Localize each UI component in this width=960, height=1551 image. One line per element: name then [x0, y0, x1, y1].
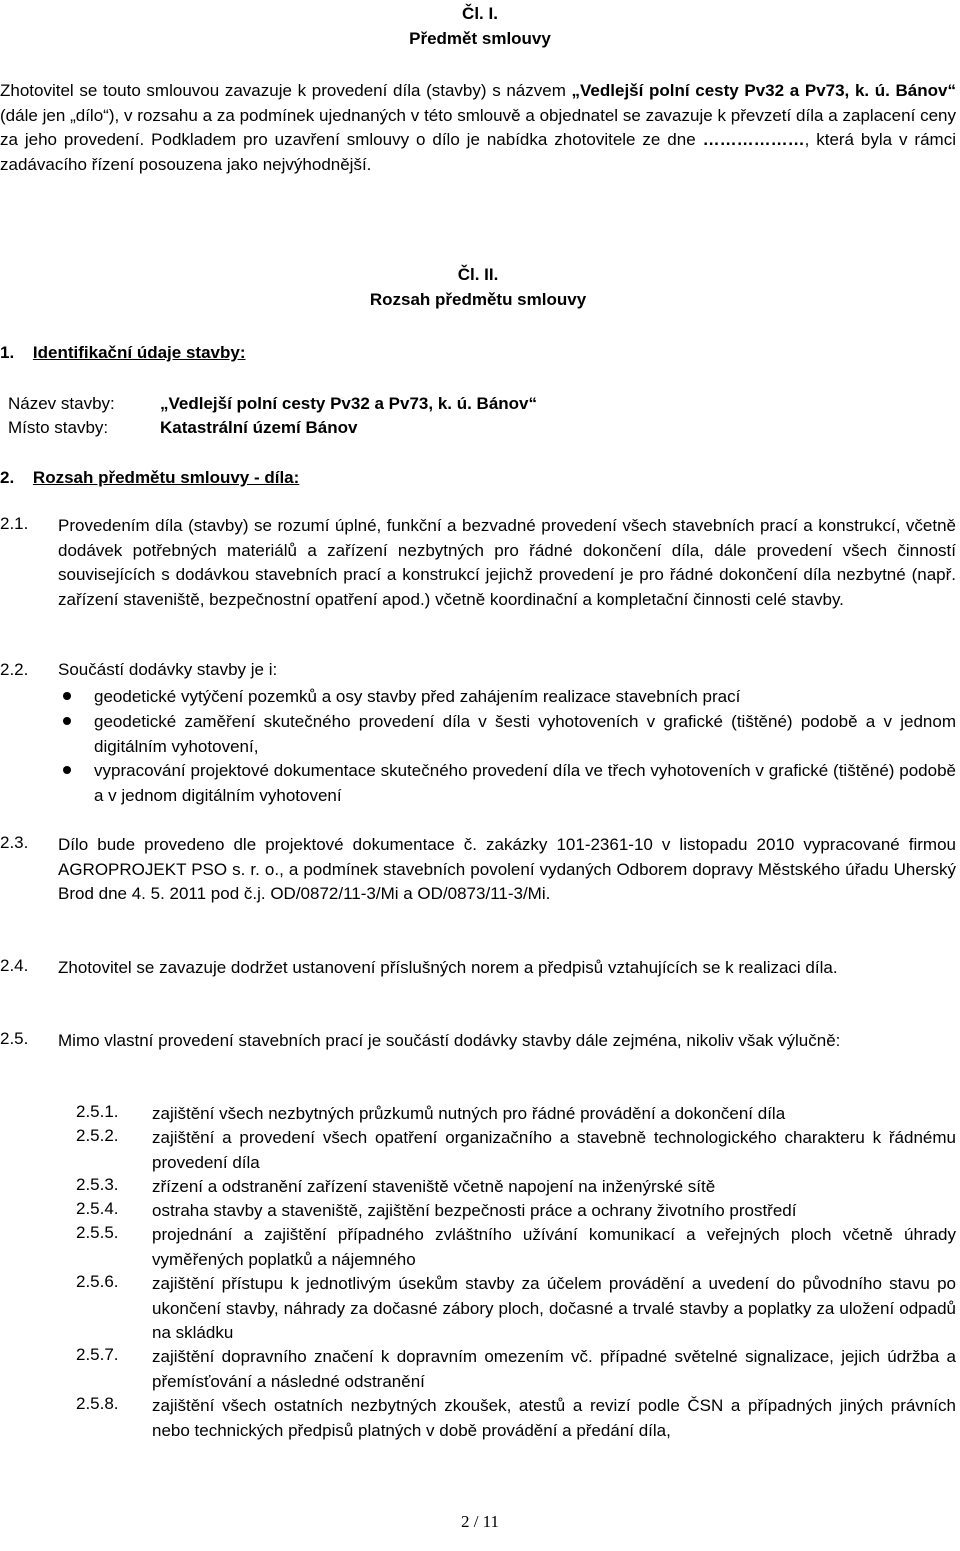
article-2-title: Rozsah předmětu smlouvy	[369, 290, 587, 309]
item-number: 2.5.7.	[76, 1345, 119, 1364]
para-2-2-item-2: geodetické zaměření skutečného provedení díla v šesti vyhotoveních v grafické (tištěné) podobě a v jednom digitálním vyhotovení,	[94, 712, 956, 756]
item-number: 2.5.2.	[76, 1126, 119, 1145]
list-item: zajištění všech nezbytných průzkumů nutných pro řádné provádění a dokončení díla	[152, 1104, 786, 1123]
para-2-1-text: Provedením díla (stavby) se rozumí úplné, funkční a bezvadné provedení všech stavebních prací a konstrukcí, včetně dodávek potřebných materiálů a zařízení nezbytných pro řádné dokončení díla, dále provedení všech činností souvisejících s dodávkou stavebních prací a konstrukcí jejichž provedení je pro řádné dokončení díla nezbytné (např. zařízení staveniště, bezpečnostní opatření apod.) včetně koordinační a kompletační činnosti celé stavby.	[58, 516, 956, 609]
article-1-heading: Čl. I.	[462, 4, 498, 23]
list-item: ostraha stavby a staveniště, zajištění bezpečnosti práce a ochrany životního prostředí	[152, 1201, 797, 1220]
section-1-heading: 1. Identifikační údaje stavby:	[0, 343, 246, 362]
page-number: 2 / 11	[460, 1512, 500, 1531]
place-value: Katastrální území Bánov	[160, 418, 358, 437]
bullet-icon	[63, 766, 71, 774]
bullet-icon	[63, 717, 71, 725]
item-number: 2.5.4.	[76, 1199, 119, 1218]
section-2-heading: 2. Rozsah předmětu smlouvy - díla:	[0, 468, 300, 487]
para-2-2-item-3: vypracování projektové dokumentace skutečného provedení díla ve třech vyhotoveních v grafické (tištěné) podobě a v jednom digitálním vyhotovení	[94, 761, 956, 805]
para-2-2-intro: Součástí dodávky stavby je i:	[58, 660, 278, 679]
place-label: Místo stavby:	[8, 418, 109, 437]
item-number: 2.5.5.	[76, 1223, 119, 1242]
para-2-3-text: Dílo bude provedeno dle projektové dokumentace č. zakázky 101-2361-10 v listopadu 2010 vypracované firmou AGROPROJEKT PSO s. r. o., a podmínek stavebních povolení vydaných Odborem dopravy Městského úřadu Uherský Brod dne 4. 5. 2011 pod č.j. OD/0872/11-3/Mi a OD/0873/11-3/Mi.	[58, 835, 956, 903]
article-1-paragraph: Zhotovitel se touto smlouvou zavazuje k provedení díla (stavby) s názvem „Vedlejší polní cesty Pv32 a Pv73, k. ú. Bánov“ (dále jen „dílo“), v rozsahu a za podmínek ujednaných v této smlouvě a objednatel se zavazuje k převzetí díla a zaplacení ceny za jeho provedení. Podkladem pro uzavření smlouvy o dílo je nabídka zhotovitele ze dne ………………, která byla v rámci zadávacího řízení posouzena jako nejvýhodnější.	[0, 81, 956, 174]
list-item: zajištění dopravního značení k dopravním omezením vč. případné světelné signalizace, jejich údržba a přemísťování a následné odstranění	[152, 1347, 956, 1391]
list-item: zajištění přístupu k jednotlivým úsekům stavby za účelem provádění a uvedení do původního stavu po ukončení stavby, náhrady za dočasné zábory ploch, dočasné a trvalé stavby a poplatky za uložení odpadů na skládku	[152, 1274, 956, 1342]
item-number: 2.5.6.	[76, 1272, 119, 1291]
item-number: 2.5.8.	[76, 1394, 119, 1413]
article-2-heading: Čl. II.	[457, 265, 499, 284]
para-2-5-number: 2.5.	[0, 1029, 29, 1048]
para-2-3-number: 2.3.	[0, 833, 29, 852]
list-item: zajištění a provedení všech opatření organizačního a stavebně technologického charakteru k řádnému provedení díla	[152, 1128, 956, 1172]
name-label: Název stavby:	[8, 394, 115, 413]
bullet-icon	[63, 692, 71, 700]
name-value: „Vedlejší polní cesty Pv32 a Pv73, k. ú. Bánov“	[160, 394, 538, 413]
para-2-4-number: 2.4.	[0, 956, 29, 975]
list-item: zřízení a odstranění zařízení staveniště včetně napojení na inženýrské sítě	[152, 1177, 716, 1196]
project-name: „Vedlejší polní cesty Pv32 a Pv73, k. ú. Bánov“	[571, 81, 956, 100]
offer-date-placeholder: ………………	[702, 130, 805, 149]
para-2-2-item-1: geodetické vytýčení pozemků a osy stavby před zahájením realizace stavebních prací	[94, 687, 741, 706]
item-number: 2.5.1.	[76, 1102, 119, 1121]
para-2-1-number: 2.1.	[0, 514, 29, 533]
para-2-2-number: 2.2.	[0, 660, 29, 679]
article-1-title: Předmět smlouvy	[409, 29, 551, 48]
list-item: projednání a zajištění případného zvláštního užívání komunikací a veřejných ploch včetně úhrady vyměřených poplatků a nájemného	[152, 1225, 956, 1269]
item-number: 2.5.3.	[76, 1175, 119, 1194]
list-item: zajištění všech ostatních nezbytných zkoušek, atestů a revizí podle ČSN a případných jiných právních nebo technických předpisů platných v době provádění a předání díla,	[152, 1396, 956, 1440]
para-2-4-text: Zhotovitel se zavazuje dodržet ustanovení příslušných norem a předpisů vztahujících se k realizaci díla.	[58, 958, 838, 977]
para-2-5-text: Mimo vlastní provedení stavebních prací je součástí dodávky stavby dále zejména, nikoliv však výlučně:	[58, 1031, 841, 1050]
